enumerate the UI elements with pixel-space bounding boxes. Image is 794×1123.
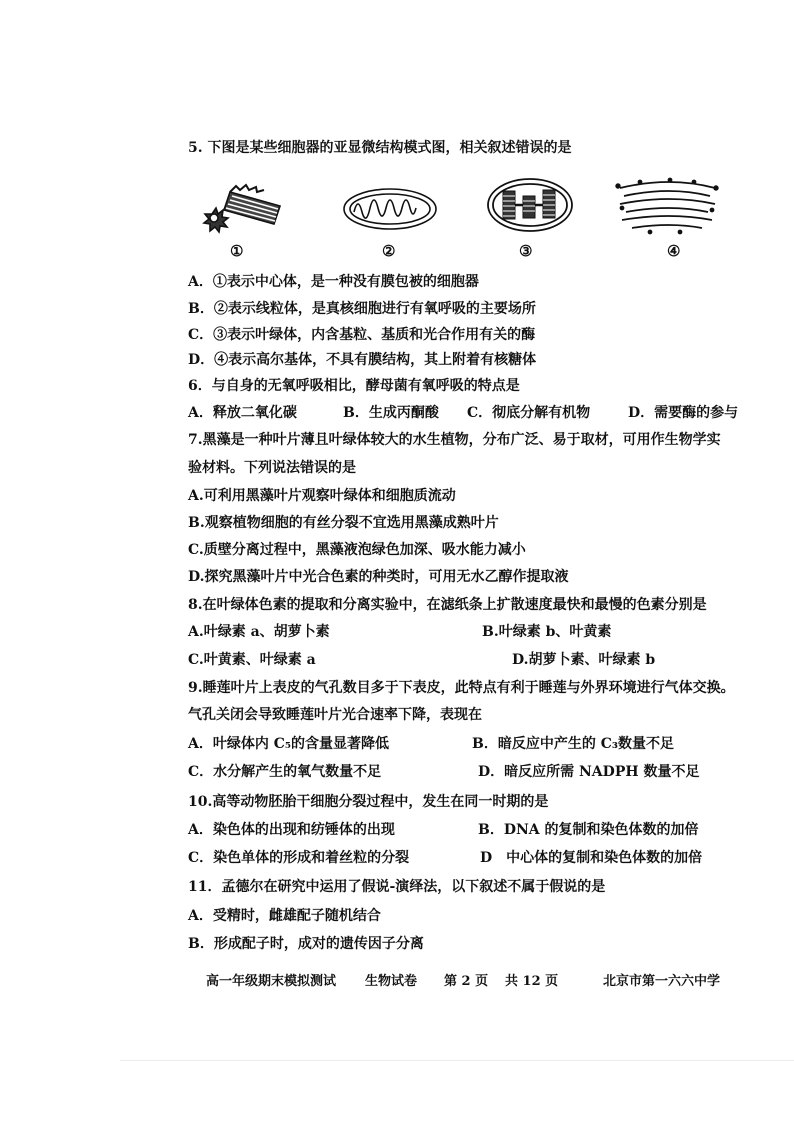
q11-option-a: A．受精时，雌雄配子随机结合 — [188, 908, 381, 924]
q7-option-b: B.观察植物细胞的有丝分裂不宜选用黑藻成熟叶片 — [188, 515, 499, 531]
q10-option-d: D 中心体的复制和染色体数的加倍 — [480, 850, 703, 866]
q11-stem: 11．孟德尔在研究中运用了假说-演绎法，以下叙述不属于假说的是 — [188, 879, 606, 895]
q7-option-a: A.可利用黑藻叶片观察叶绿体和细胞质流动 — [188, 488, 456, 504]
q9-option-a: A．叶绿体内 C₅的含量显著降低 — [188, 736, 390, 752]
organelle-figures — [190, 172, 681, 262]
q5-option-a: A．①表示中心体，是一种没有膜包被的细胞器 — [188, 274, 479, 290]
q6-option-b: B．生成丙酮酸 — [343, 405, 439, 421]
q5-option-c: C．③表示叶绿体，内含基粒、基质和光合作用有关的酶 — [188, 327, 536, 343]
q6-stem: 6．与自身的无氧呼吸相比，酵母菌有氧呼吸的特点是 — [188, 378, 520, 394]
q10-option-a: A．染色体的出现和纺锤体的出现 — [188, 822, 395, 838]
q7-stem-line1: 7.黑藻是一种叶片薄且叶绿体较大的水生植物，分布广泛、易于取材，可用作生物学实 — [188, 432, 721, 448]
q8-option-d: D.胡萝卜素、叶绿素 b — [512, 652, 656, 668]
footer-grade: 高一年级期末模拟测试 — [206, 974, 337, 989]
q10-option-b: B．DNA 的复制和染色体数的加倍 — [478, 822, 699, 838]
footer-page-number: 第 2 页 — [444, 974, 489, 989]
q8-option-c: C.叶黄素、叶绿素 a — [188, 652, 316, 668]
figure-label-2: ② — [382, 242, 396, 260]
q5-stem: 5. 下图是某些细胞器的亚显微结构模式图，相关叙述错误的是 — [188, 140, 572, 156]
q7-option-c: C.质壁分离过程中，黑藻液泡绿色加深、吸水能力减小 — [188, 542, 526, 558]
q10-option-c: C．染色单体的形成和着丝粒的分裂 — [188, 850, 410, 866]
q8-option-b: B.叶绿素 b、叶黄素 — [482, 624, 612, 640]
scan-edge-divider — [120, 1060, 794, 1061]
q9-option-d: D．暗反应所需 NADPH 数量不足 — [478, 764, 700, 780]
q7-stem-line2: 验材料。下列说法错误的是 — [188, 460, 356, 476]
q9-option-c: C．水分解产生的氧气数量不足 — [188, 764, 382, 780]
q10-stem: 10.高等动物胚胎干细胞分裂过程中，发生在同一时期的是 — [188, 794, 549, 810]
q7-option-d: D.探究黑藻叶片中光合色素的种类时，可用无水乙醇作提取液 — [188, 569, 569, 585]
figure-label-1: ① — [230, 242, 244, 260]
mitochondrion-figure — [340, 184, 440, 234]
q9-option-b: B．暗反应中产生的 C₃数量不足 — [472, 736, 674, 752]
golgi-figure — [610, 176, 720, 236]
centriole-figure — [190, 180, 290, 240]
footer-school: 北京市第一六六中学 — [603, 974, 721, 989]
q6-option-a: A．释放二氧化碳 — [188, 405, 297, 421]
q9-stem-line2: 气孔关闭会导致睡莲叶片光合速率下降，表现在 — [188, 707, 482, 723]
q9-stem-line1: 9.睡莲叶片上表皮的气孔数目多于下表皮，此特点有利于睡莲与外界环境进行气体交换。 — [188, 680, 735, 696]
q8-option-a: A.叶绿素 a、胡萝卜素 — [188, 624, 330, 640]
q5-option-b: B．②表示线粒体，是真核细胞进行有氧呼吸的主要场所 — [188, 301, 536, 317]
q11-option-b: B．形成配子时，成对的遗传因子分离 — [188, 936, 424, 952]
q6-option-c: C．彻底分解有机物 — [467, 405, 591, 421]
figure-label-4: ④ — [667, 242, 681, 260]
q8-stem: 8.在叶绿体色素的提取和分离实验中，在滤纸条上扩散速度最快和最慢的色素分别是 — [188, 597, 707, 613]
figure-label-3: ③ — [519, 242, 533, 260]
footer-total-pages: 共 12 页 — [505, 974, 559, 989]
chloroplast-figure — [485, 176, 575, 234]
footer-subject: 生物试卷 — [365, 974, 418, 989]
q6-option-d: D．需要酶的参与 — [628, 405, 739, 421]
q5-option-d: D．④表示高尔基体，不具有膜结构，其上附着有核糖体 — [188, 352, 537, 368]
